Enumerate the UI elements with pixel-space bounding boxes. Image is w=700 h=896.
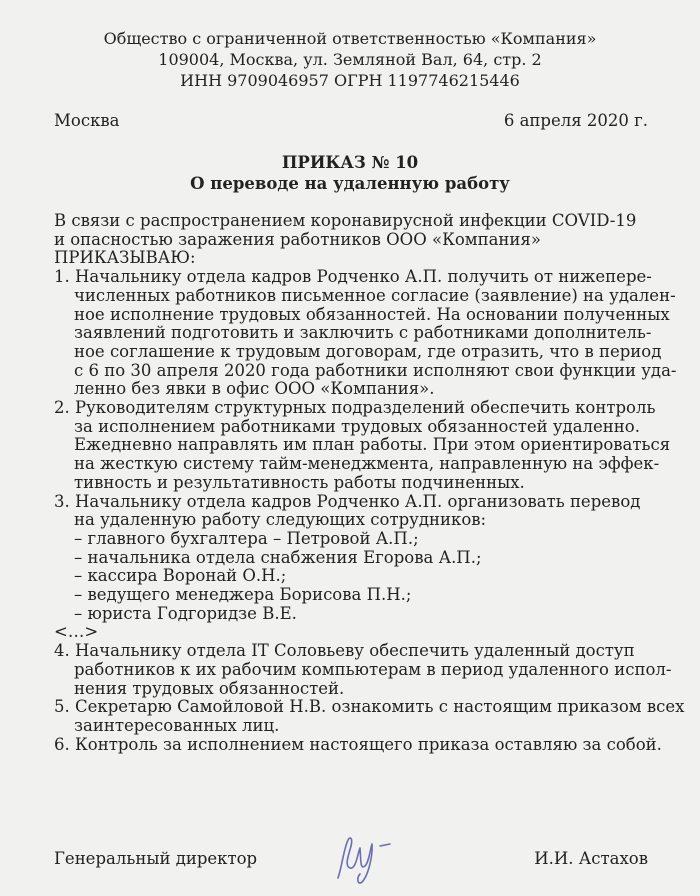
body-line: заявлений подготовить и заключить с работниками дополнитель- [74,323,652,343]
body-line: Ежедневно направлять им план работы. При этом ориентироваться [74,435,671,455]
body-line: 5. Секретарю Самойловой Н.В. ознакомить с настоящим приказом всех [54,697,685,717]
body-line: на жесткую систему тайм-менеджмента, направленную на эффек- [74,454,660,474]
body-line: тивность и результативность работы подчиненных. [74,472,525,492]
body-line: нения трудовых обязанностей. [74,678,345,698]
body-line: работников к их рабочим компьютерам в период удаленного испол- [74,659,672,679]
signer-position: Генеральный директор [54,849,258,868]
signer-name: И.И. Астахов [534,849,648,868]
body-line: – ведущего менеджера Борисова П.Н.; [74,585,412,605]
body-line: 4. Начальнику отдела IT Соловьеву обеспечить удаленный доступ [54,641,635,661]
company-name: Общество с ограниченной ответственностью «Компания» [103,29,597,48]
company-ids: ИНН 9709046957 ОГРН 1197746215446 [180,71,520,90]
body-line: – главного бухгалтера – Петровой А.П.; [74,528,419,548]
body-line: заинтересованных лиц. [74,715,280,735]
body-line: с 6 по 30 апреля 2020 года работники исполняют свои функции уда- [74,360,677,380]
order-title [0,152,700,194]
body-line: – кассира Воронай О.Н.; [74,566,287,586]
signature-image [330,826,400,886]
body-line: – начальника отдела снабжения Егорова А.П.; [74,547,482,567]
body-line: – юриста Годгоридзе В.Е. [74,603,297,623]
body-line: 6. Контроль за исполнением настоящего приказа оставляю за собой. [54,734,662,754]
body-line: ленно без явки в офис ООО «Компания». [74,379,435,399]
order-date: 6 апреля 2020 г. [503,111,648,130]
order-body [54,211,685,754]
body-line: ное исполнение трудовых обязанностей. На основании полученных [74,304,670,324]
body-line: 3. Начальнику отдела кадров Родченко А.П. организовать перевод [54,491,641,511]
body-line: на удаленную работу следующих сотрудников: [74,510,487,530]
order-subject: О переводе на удаленную работу [190,174,510,193]
body-line: ное соглашение к трудовым договорам, где отразить, что в период [74,341,662,361]
body-line: численных работников письменное согласие (заявление) на удален- [74,285,676,305]
company-header [0,28,700,91]
body-line: <…> [54,622,99,642]
body-line: и опасностью заражения работников ООО «Компания» [54,229,541,249]
body-line: В связи с распространением коронавирусной инфекции COVID-19 [54,211,637,230]
city: Москва [54,111,120,130]
company-address: 109004, Москва, ул. Земляной Вал, 64, стр. 2 [158,50,542,69]
body-line: 1. Начальнику отдела кадров Родченко А.П. получить от нижепере- [54,267,652,287]
order-number: ПРИКАЗ № 10 [281,153,419,172]
body-line: за исполнением работниками трудовых обязанностей удаленно. [74,416,640,436]
body-line: 2. Руководителям структурных подразделений обеспечить контроль [54,398,656,418]
body-line: ПРИКАЗЫВАЮ: [54,248,196,268]
